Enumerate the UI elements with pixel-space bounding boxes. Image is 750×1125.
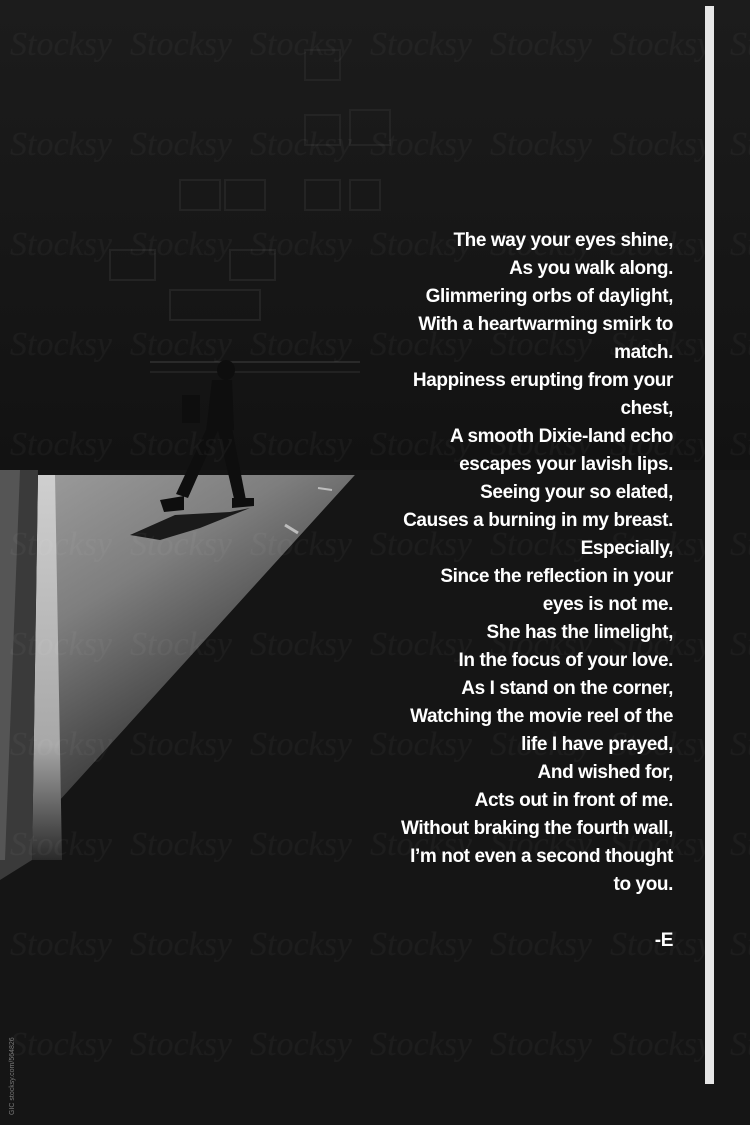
poem-line: Without braking the fourth wall,: [400, 818, 673, 839]
poem-line: I’m not even a second thought to you.: [410, 846, 673, 895]
poem-line: Glimmering orbs of daylight,: [425, 286, 673, 307]
poem-signature: -E: [654, 930, 673, 951]
poem-line: Especially,: [580, 538, 673, 559]
photo-credit: GIC stocksy.com/564826: [9, 1037, 16, 1115]
poem-line: Acts out in front of me.: [474, 790, 673, 811]
poem-line: A smooth Dixie-land echo escapes your lavish lips.: [449, 426, 673, 475]
poem-line: With a heartwarming smirk to match.: [418, 314, 673, 363]
poem-line: The way your eyes shine,: [453, 230, 673, 251]
poem-line: Seeing your so elated,: [480, 482, 673, 503]
vertical-accent-bar: [705, 6, 714, 1084]
poem-line: Causes a burning in my breast.: [403, 510, 673, 531]
poem-line: Happiness erupting from your chest,: [412, 370, 673, 419]
poem-line: She has the limelight,: [486, 622, 673, 643]
poem-line: Since the reflection in your eyes is not me.: [440, 566, 673, 615]
poem-line: As you walk along.: [509, 258, 673, 279]
poem-line: Watching the movie reel of the life I have prayed,: [410, 706, 673, 755]
poem-text: [395, 227, 673, 955]
poem-line: In the focus of your love.: [458, 650, 673, 671]
poem-line: And wished for,: [537, 762, 673, 783]
poem-line: As I stand on the corner,: [461, 678, 673, 699]
